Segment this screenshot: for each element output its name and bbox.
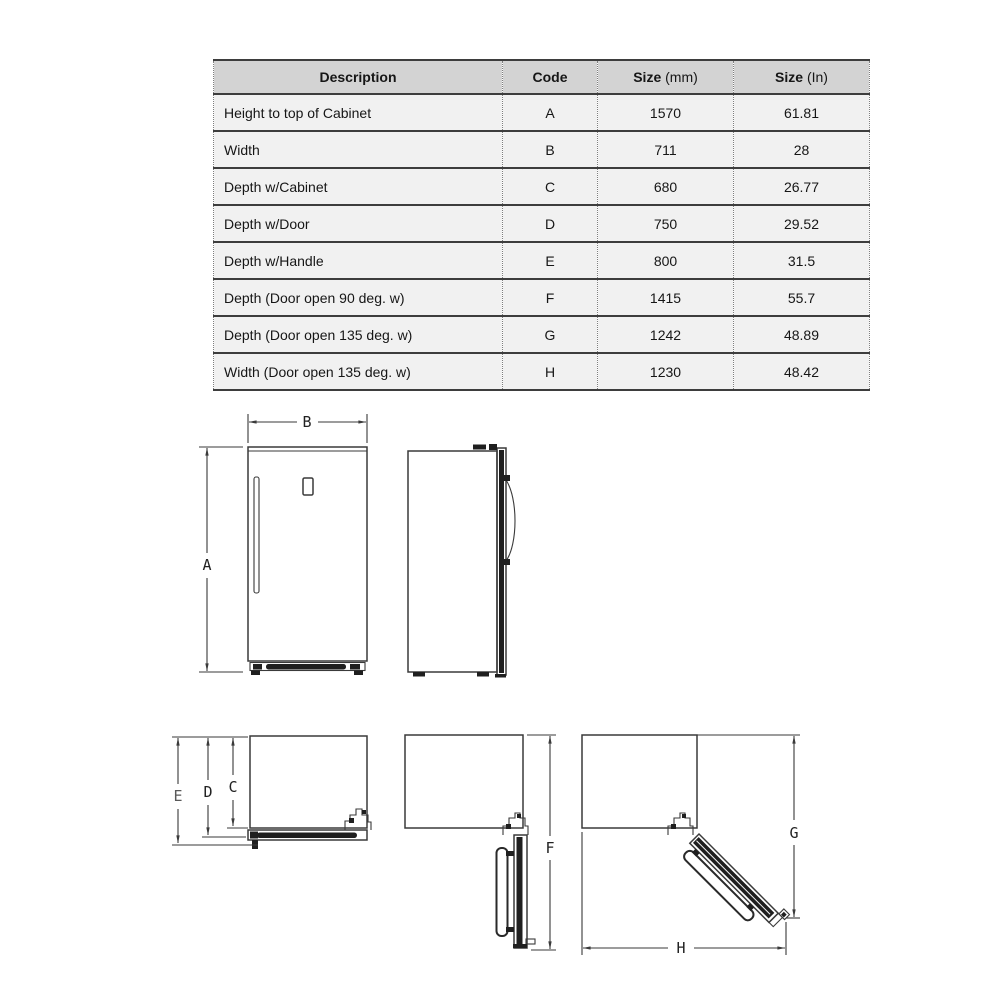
cell-description: Depth w/Door (214, 205, 503, 242)
cell-code: F (503, 279, 598, 316)
cell-description: Height to top of Cabinet (214, 94, 503, 131)
front-view-diagram (199, 413, 367, 675)
dim-label-b: B (302, 413, 312, 431)
cell-size-in: 29.52 (734, 205, 870, 242)
cell-size-mm: 750 (598, 205, 734, 242)
side-door-handle (506, 480, 515, 561)
cell-size-mm: 800 (598, 242, 734, 279)
dimension-b (248, 413, 367, 443)
header-size-mm-unit: (mm) (665, 69, 698, 85)
cell-size-in: 26.77 (734, 168, 870, 205)
cell-size-mm: 1570 (598, 94, 734, 131)
cell-size-in: 55.7 (734, 279, 870, 316)
cell-code: D (503, 205, 598, 242)
dim-label-c: C (228, 778, 238, 796)
cell-size-mm: 711 (598, 131, 734, 168)
cell-size-in: 61.81 (734, 94, 870, 131)
dimension-d (202, 738, 246, 837)
cell-code: E (503, 242, 598, 279)
dim-label-g: G (789, 824, 799, 842)
cell-code: H (503, 353, 598, 390)
header-description-label: Description (319, 69, 397, 85)
cell-code: A (503, 94, 598, 131)
cell-size-in: 31.5 (734, 242, 870, 279)
top-door-handle (257, 833, 357, 839)
display-panel (303, 478, 313, 495)
dim-label-f: F (545, 839, 555, 857)
header-size-in-unit: (In) (806, 69, 828, 85)
top-view-closed-diagram (172, 736, 371, 849)
open-door-135 (679, 829, 789, 939)
cell-size-mm: 1230 (598, 353, 734, 390)
cell-size-mm: 1415 (598, 279, 734, 316)
open-door-handle (497, 848, 508, 936)
dimension-c (227, 738, 248, 828)
cell-description: Width (214, 131, 503, 168)
cell-code: C (503, 168, 598, 205)
front-door-handle (254, 477, 259, 593)
top-view-open-135-diagram (582, 735, 800, 957)
cell-size-mm: 680 (598, 168, 734, 205)
header-size-mm-bold: Size (633, 69, 662, 85)
header-code-label: Code (532, 69, 568, 85)
cell-size-in: 48.42 (734, 353, 870, 390)
dimension-f (527, 735, 556, 950)
cell-code: G (503, 316, 598, 353)
dim-label-e: E (173, 787, 183, 805)
dim-label-h: H (676, 939, 686, 957)
cell-code: B (503, 131, 598, 168)
cell-description: Depth (Door open 90 deg. w) (214, 279, 503, 316)
cell-description: Depth w/Cabinet (214, 168, 503, 205)
cell-description: Depth (Door open 135 deg. w) (214, 316, 503, 353)
top-view-open-90-diagram (405, 735, 556, 950)
header-size-in-bold: Size (775, 69, 804, 85)
cell-size-in: 48.89 (734, 316, 870, 353)
cell-size-mm: 1242 (598, 316, 734, 353)
dim-label-a: A (202, 556, 212, 574)
dimension-e (172, 738, 258, 845)
dim-label-d: D (203, 783, 213, 801)
cell-description: Depth w/Handle (214, 242, 503, 279)
side-view-diagram (408, 444, 515, 678)
cell-description: Width (Door open 135 deg. w) (214, 353, 503, 390)
cell-size-in: 28 (734, 131, 870, 168)
dimension-a (199, 447, 243, 672)
